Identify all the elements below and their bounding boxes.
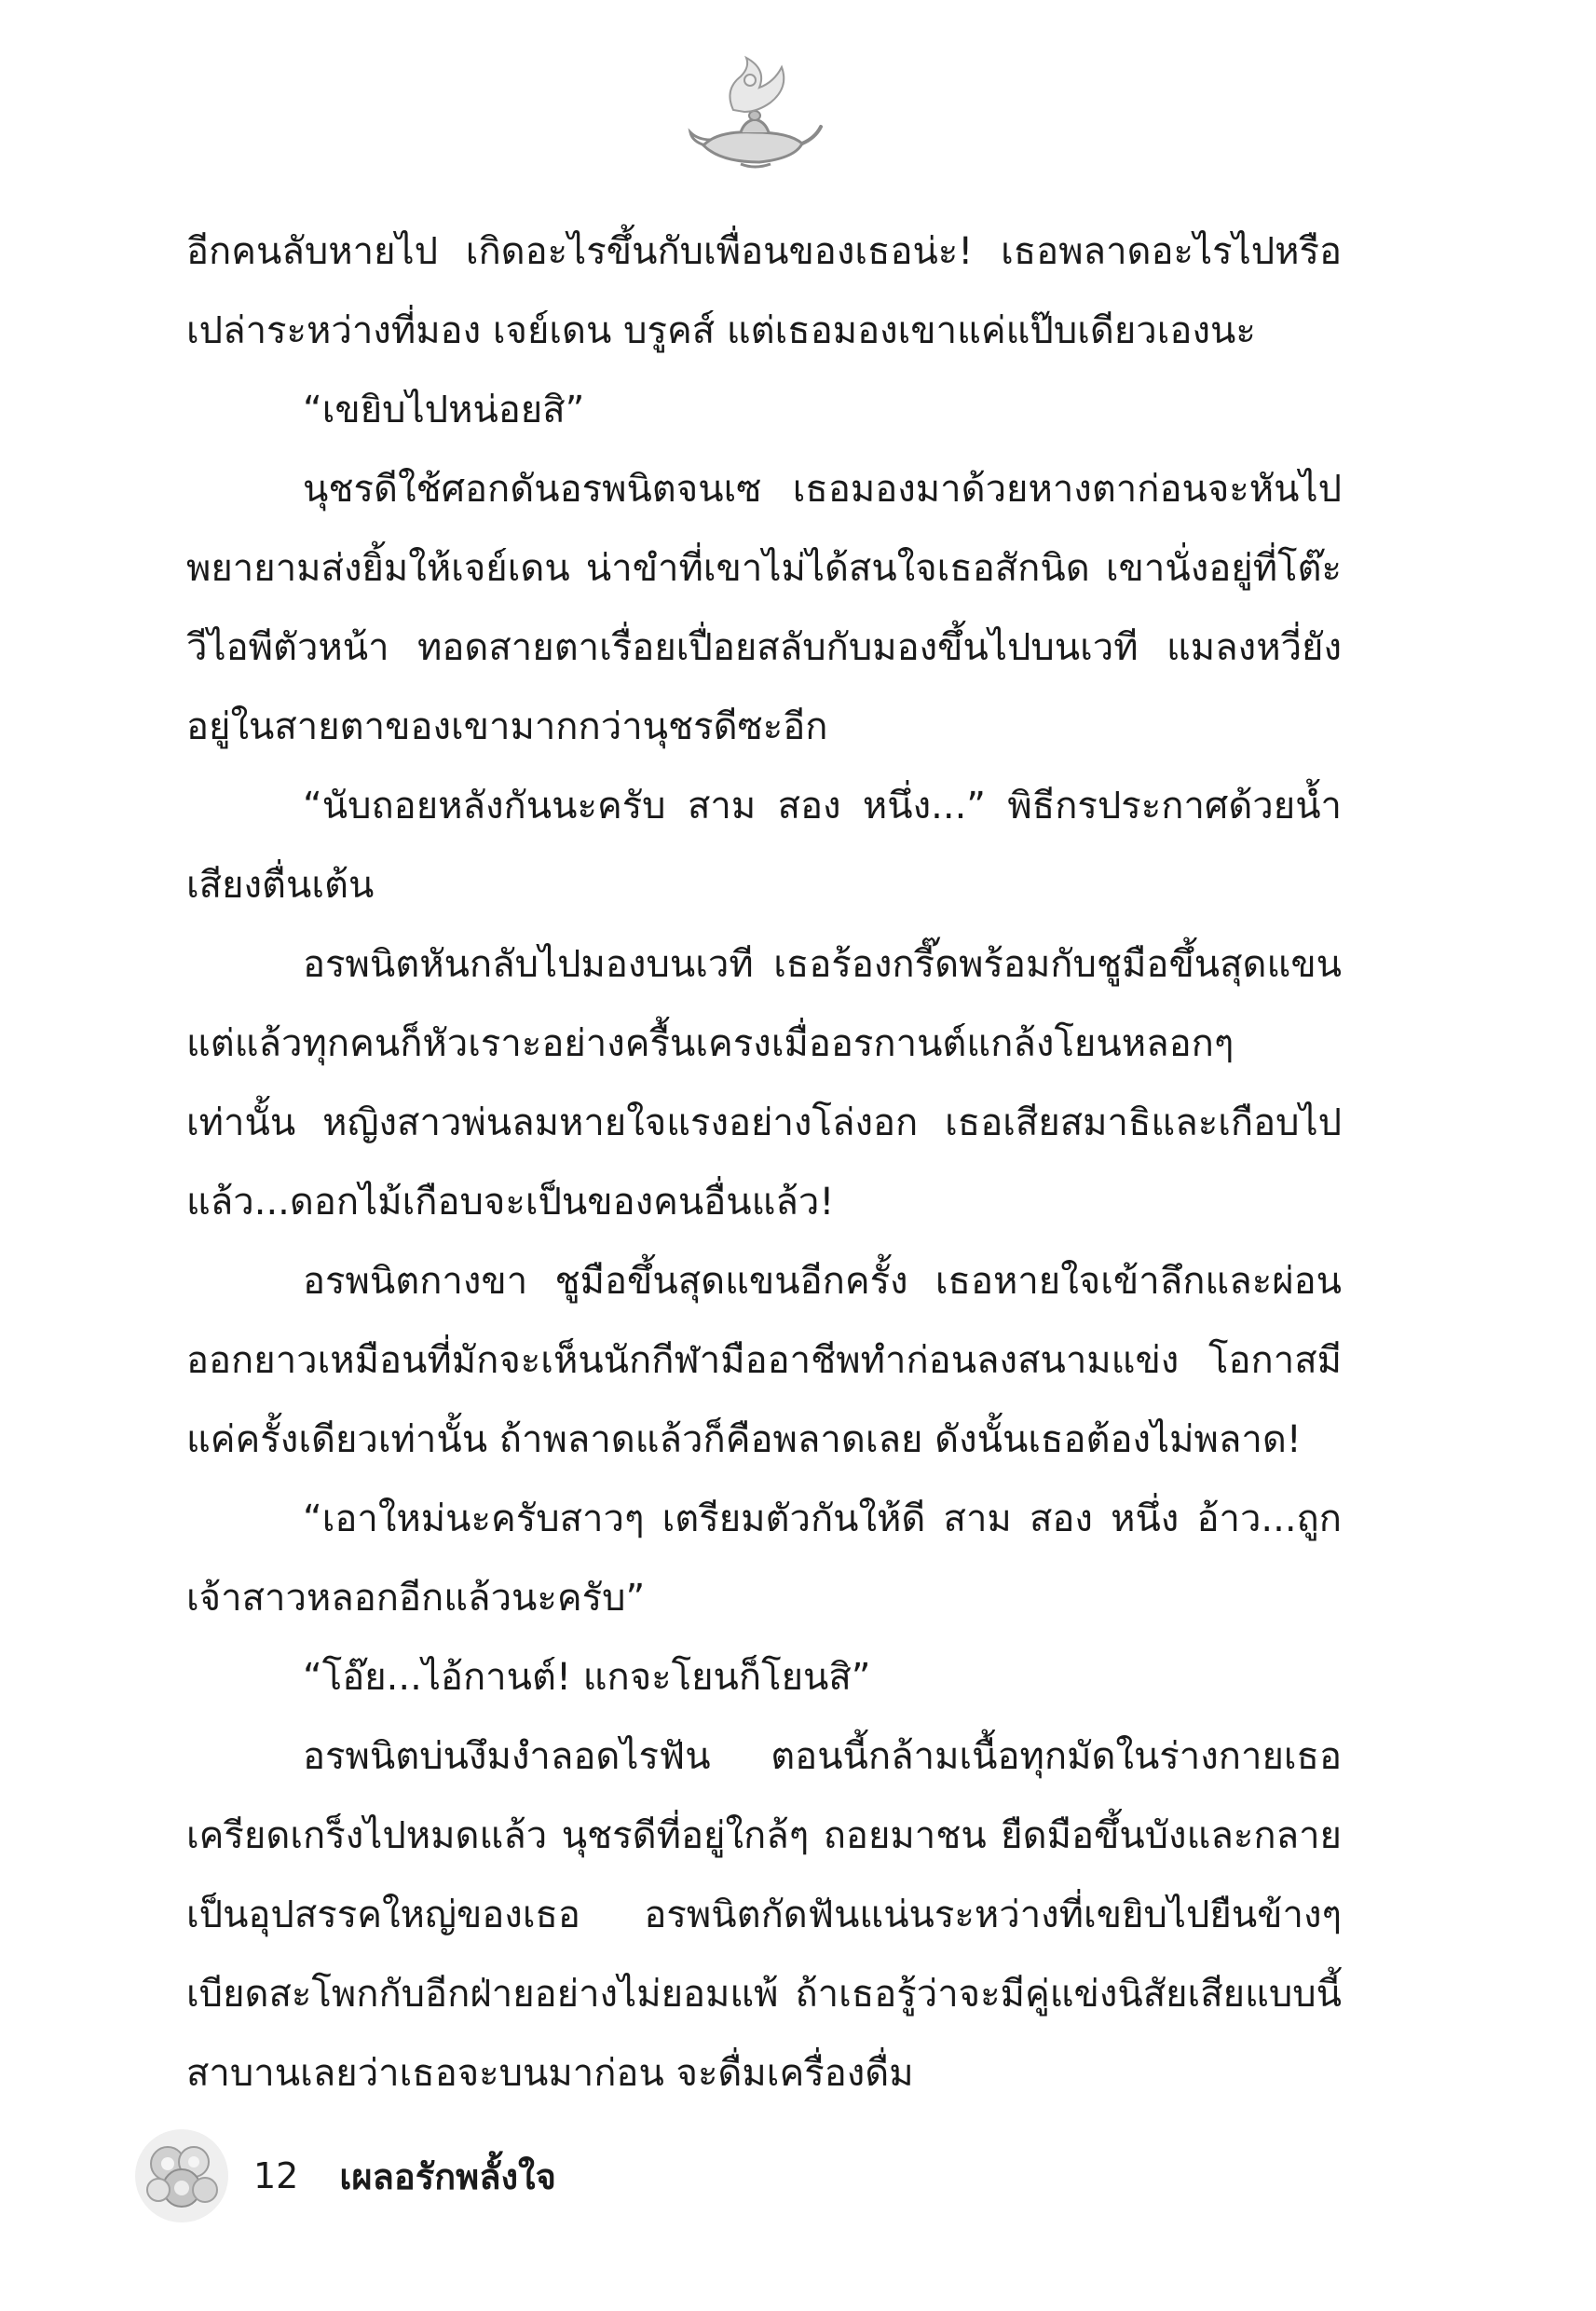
genie-lamp-icon — [685, 54, 825, 175]
page-number: 12 — [253, 2155, 299, 2196]
paragraph-5: อรพนิตหันกลับไปมองบนเวที เธอร้องกรี๊ดพร้อมกับชูมือขึ้นสุดแขน แต่แล้วทุกคนก็หัวเราะอย่างครื้นเครงเมื่ออรกานต์แกล้งโยนหลอกๆ เท่านั้น หญิงสาวพ่นลมหายใจแรงอย่างโล่งอก เธอเสียสมาธิและเกือบไปแล้ว...ดอกไม้เกือบจะเป็นของคนอื่นแล้ว! — [186, 943, 1342, 1224]
paragraph-4: “นับถอยหลังกันนะครับ สาม สอง หนึ่ง...” พิธีกรประกาศด้วยน้ำเสียงตื่นเต้น — [186, 785, 1342, 907]
paragraph-1: อีกคนลับหายไป เกิดอะไรขึ้นกับเพื่อนของเธอน่ะ! เธอพลาดอะไรไปหรือเปล่าระหว่างที่มอง เจย์เดน บรูคส์ แต่เธอมองเขาแค่แป๊บเดียวเองนะ — [186, 230, 1342, 352]
paragraph-3: นุชรดีใช้ศอกดันอรพนิตจนเซ เธอมองมาด้วยหางตาก่อนจะหันไปพยายามส่งยิ้มให้เจย์เดน น่าขำที่เขาไม่ได้สนใจเธอสักนิด เขานั่งอยู่ที่โต๊ะวีไอพีตัวหน้า ทอดสายตาเรื่อยเปื่อยสลับกับมองขึ้นไปบนเวที แมลงหวี่ยังอยู่ในสายตาของเขามากกว่านุชรดีซะอีก — [186, 468, 1342, 748]
body-text — [186, 212, 1342, 2113]
paragraph-2: “เขยิบไปหน่อยสิ” — [303, 389, 585, 431]
page-footer — [130, 2125, 556, 2227]
book-title: เผลอรักพลั้งใจ — [339, 2155, 556, 2197]
paragraph-8: “โอ๊ย...ไอ้กานต์! แกจะโยนก็โยนสิ” — [303, 1656, 871, 1699]
paragraph-6: อรพนิตกางขา ชูมือขึ้นสุดแขนอีกครั้ง เธอหายใจเข้าลึกและผ่อนออกยาวเหมือนที่มักจะเห็นนักกีฬามืออาชีพทำก่อนลงสนามแข่ง โอกาสมีแค่ครั้งเดียวเท่านั้น ถ้าพลาดแล้วก็คือพลาดเลย ดังนั้นเธอต้องไม่พลาด! — [186, 1260, 1342, 1461]
paragraph-7: “เอาใหม่นะครับสาวๆ เตรียมตัวกันให้ดี สาม สอง หนึ่ง อ้าว...ถูกเจ้าสาวหลอกอีกแล้วนะครับ” — [186, 1497, 1342, 1620]
paragraph-9: อรพนิตบ่นงึมงำลอดไรฟัน ตอนนี้กล้ามเนื้อทุกมัดในร่างกายเธอเครียดเกร็งไปหมดแล้ว นุชรดีที่อยู่ใกล้ๆ ถอยมาชน ยืดมือขึ้นบังและกลายเป็นอุปสรรคใหญ่ของเธอ อรพนิตกัดฟันแน่นระหว่างที่เขยิบไปยืนข้างๆ เบียดสะโพกกับอีกฝ่ายอย่างไม่ยอมแพ้ ถ้าเธอรู้ว่าจะมีคู่แข่งนิสัยเสียแบบนี้ สาบานเลยว่าเธอจะบนมาก่อน จะดื่มเครื่องดื่ม — [186, 1735, 1342, 2095]
flower-bouquet-icon — [130, 2125, 233, 2227]
